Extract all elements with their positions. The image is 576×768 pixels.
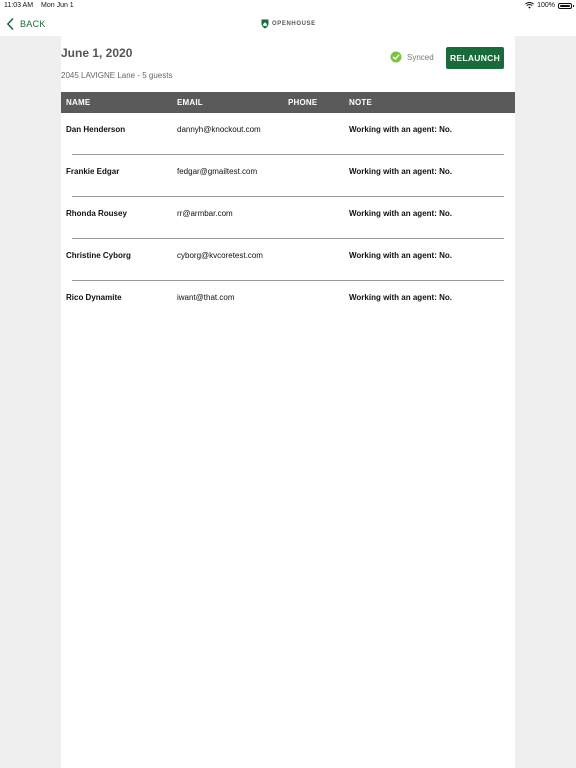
status-bar [0,0,576,12]
guest-name: Dan Henderson [66,125,126,134]
battery-icon [558,3,572,9]
table-row[interactable] [61,155,515,197]
content-panel [61,36,515,768]
battery-percent: 100% [537,2,555,9]
table-row[interactable] [61,197,515,239]
relaunch-button[interactable]: RELAUNCH [446,47,504,69]
column-header-phone: PHONE [288,98,318,107]
check-circle-icon [390,51,402,63]
logo-text: OPENHOUSE [272,21,316,27]
guest-note: Working with an agent: No. [349,209,452,218]
guest-note: Working with an agent: No. [349,251,452,260]
back-label: BACK [20,19,46,29]
guest-list [61,113,515,323]
column-header-name: NAME [66,98,91,107]
guest-name: Christine Cyborg [66,251,131,260]
guest-email: fedgar@gmailtest.com [177,167,258,176]
guest-email: dannyh@knockout.com [177,125,261,134]
column-header-note: NOTE [349,98,373,107]
nav-bar [0,12,576,36]
status-time: 11:03 AM [4,2,34,9]
guest-email: cyborg@kvcoretest.com [177,251,263,260]
guest-name: Frankie Edgar [66,167,120,176]
column-header-email: EMAIL [177,98,203,107]
back-button[interactable] [6,17,46,31]
wifi-icon [525,2,534,9]
status-right [525,2,572,9]
table-row[interactable] [61,113,515,155]
guest-name: Rhonda Rousey [66,209,127,218]
guest-name: Rico Dynamite [66,293,122,302]
logo [261,18,316,30]
guest-note: Working with an agent: No. [349,167,452,176]
table-header [61,92,515,113]
event-subtitle: 2045 LAVIGNE Lane - 5 guests [61,71,173,80]
status-left [4,2,80,9]
guest-email: iwant@that.com [177,293,235,302]
sync-label: Synced [407,52,434,62]
guest-note: Working with an agent: No. [349,293,452,302]
chevron-left-icon [6,18,14,30]
guest-email: rr@armbar.com [177,209,233,218]
sync-status [390,51,434,63]
table-row[interactable] [61,239,515,281]
table-row[interactable] [61,281,515,323]
status-date: Mon Jun 1 [41,2,74,9]
event-date: June 1, 2020 [61,46,133,60]
guest-note: Working with an agent: No. [349,125,452,134]
logo-shield-icon [261,19,269,29]
